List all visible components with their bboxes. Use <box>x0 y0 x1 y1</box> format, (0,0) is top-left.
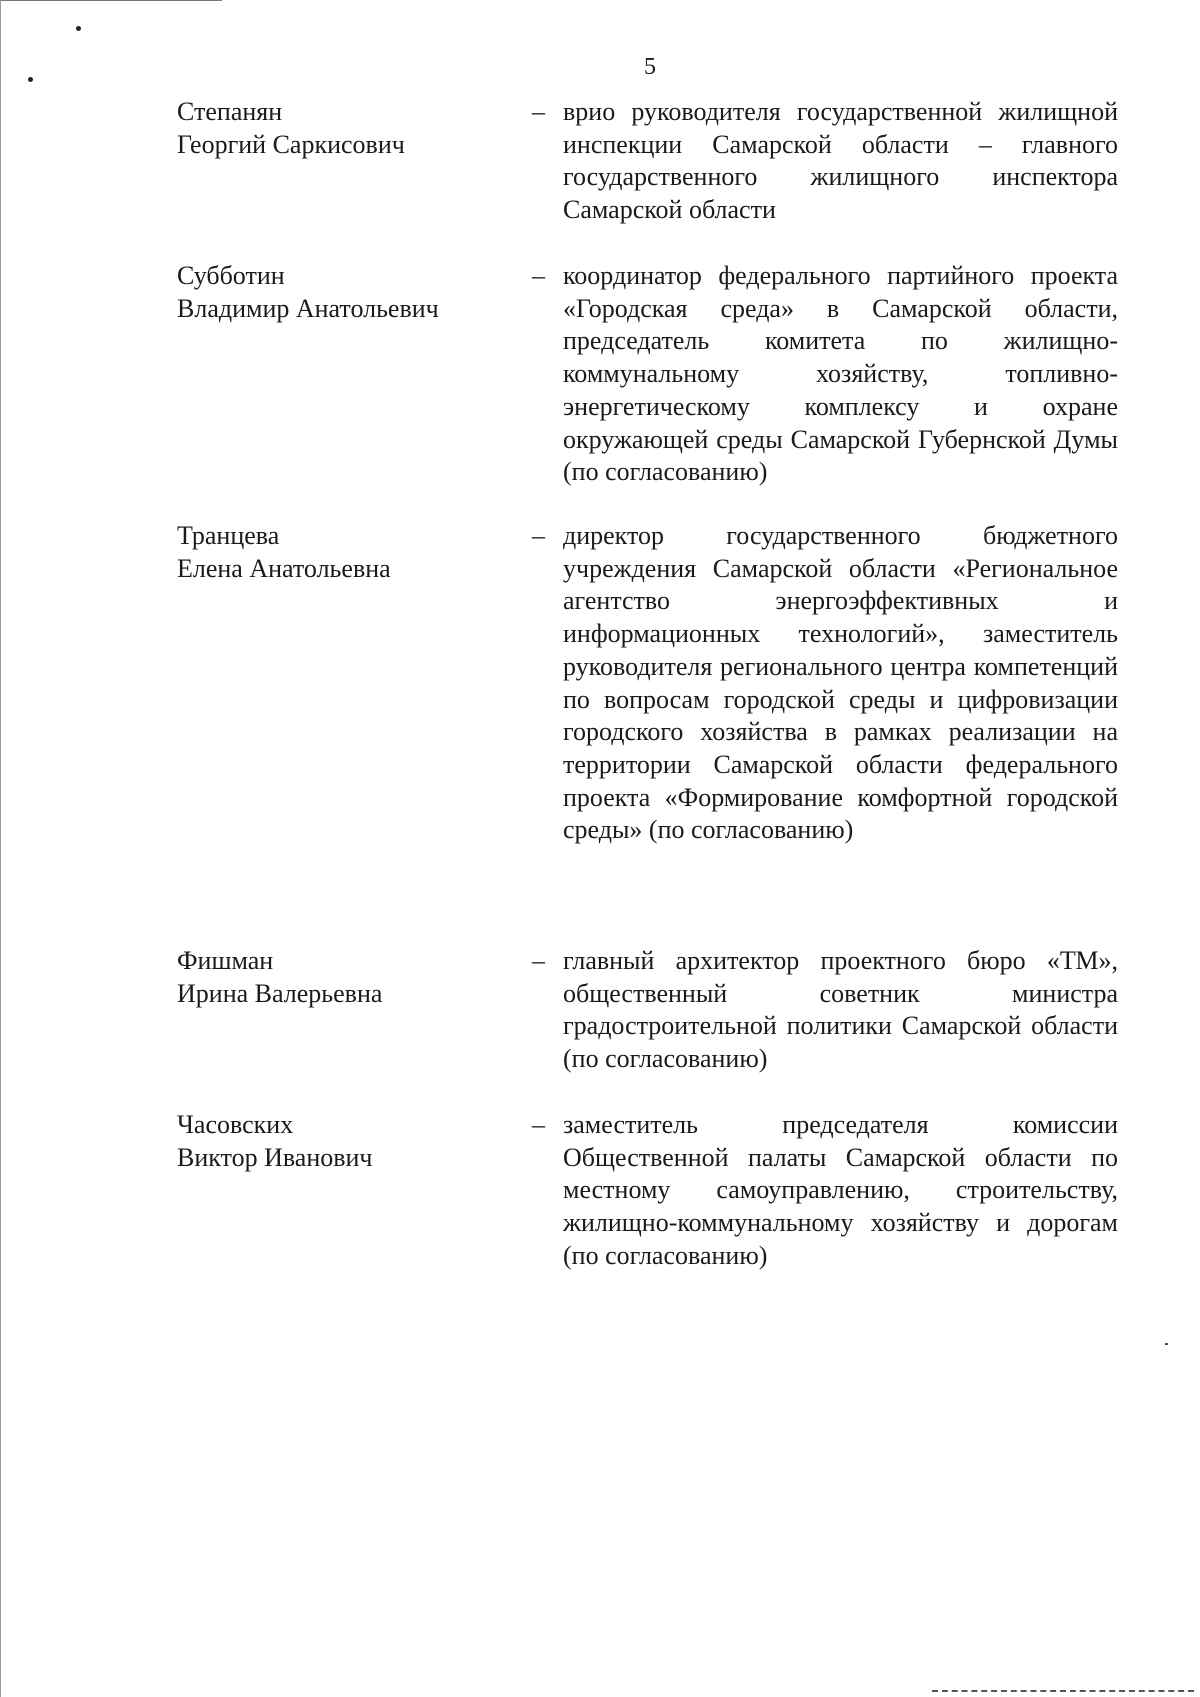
member-name <box>177 945 507 1010</box>
member-given-names: Ирина Валерьевна <box>177 978 383 1008</box>
member-given-names: Владимир Анатольевич <box>177 293 439 323</box>
page-left-edge-line <box>0 0 1 1697</box>
member-role: координатор федерального партийного проекта «Городская среда» в Самарской области, председатель комитета по жилищно-коммунальному хозяйству, топливно-энергетическому комплексу и охране окружающей среды Самарской Губернской Думы (по согласованию) <box>563 261 1118 487</box>
member-role: главный архитектор проектного бюро «ТМ», общественный советник министра градостроительной политики Самарской области (по согласованию) <box>563 946 1118 1074</box>
member-role: заместитель председателя комиссии Общественной палаты Самарской области по местному самоуправлению, строительству, жилищно-коммунальному хозяйству и дорогам (по согласованию) <box>563 1110 1118 1270</box>
page-top-edge-line <box>0 0 222 1</box>
scan-speck <box>76 26 81 31</box>
member-dash: – <box>532 1110 545 1139</box>
member-surname: Субботин <box>177 261 285 290</box>
scan-speck <box>1165 1343 1168 1345</box>
member-surname: Степанян <box>177 97 283 126</box>
member-dash: – <box>532 946 545 975</box>
member-name <box>177 1109 507 1174</box>
member-given-names: Георгий Саркисович <box>177 129 405 159</box>
page-number: 5 <box>644 54 656 80</box>
member-given-names: Виктор Иванович <box>177 1142 373 1172</box>
member-name <box>177 260 507 325</box>
member-dash: – <box>532 97 545 126</box>
member-given-names: Елена Анатольевна <box>177 553 391 583</box>
member-surname: Фишман <box>177 946 274 975</box>
member-dash: – <box>532 521 545 550</box>
footer-dashed-line <box>932 1690 1194 1692</box>
member-role: врио руководителя государственной жилищной инспекции Самарской области – главного государственного жилищного инспектора Самарской области <box>563 97 1118 225</box>
member-surname: Часовских <box>177 1110 294 1139</box>
member-name <box>177 520 507 585</box>
member-dash: – <box>532 261 545 290</box>
member-name <box>177 96 507 161</box>
member-surname: Транцева <box>177 521 280 550</box>
member-role: директор государственного бюджетного учреждения Самарской области «Региональное агентство энергоэффективных и информационных технологий», заместитель руководителя регионального центра компетенций по вопросам городской среды и цифровизации городского хозяйства в рамках реализации на территории Самарской области федерального проекта «Формирование комфортной городской среды» (по согласованию) <box>563 521 1118 845</box>
